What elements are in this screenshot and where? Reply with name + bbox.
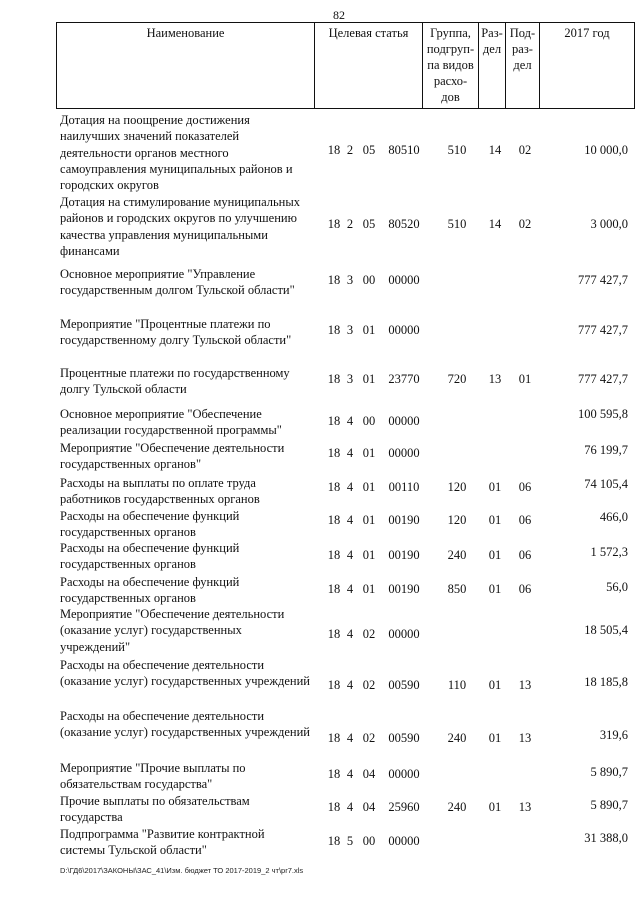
row-name: Расходы на обеспечение функций государственных органов [60,575,240,606]
code-event: 01 [362,372,376,386]
code-subprogram: 4 [346,582,354,596]
code-event: 04 [362,800,376,814]
section-code: 01 [488,480,502,494]
amount: 76 199,7 [584,443,628,457]
code-subprogram: 3 [346,273,354,287]
code-program: 18 [327,372,341,386]
code-subprogram: 4 [346,731,354,745]
code-subprogram: 2 [346,217,354,231]
code-program: 18 [327,323,341,337]
row-name: Прочие выплаты по обязательствам государства [60,794,250,825]
code-program: 18 [327,143,341,157]
row-name: Расходы на обеспечение деятельности (оказание услуг) государственных учреждений [60,709,310,740]
code-direction: 80520 [388,217,420,231]
amount: 56,0 [606,580,628,594]
amount: 5 890,7 [590,798,628,812]
code-event: 04 [362,767,376,781]
row-name: Мероприятие "Процентные платежи по государственному долгу Тульской области" [60,317,292,348]
code-direction: 00000 [388,834,420,848]
file-path-footer: D:\ГД6\2017\ЗАКОНЫ\ЗАС_41\Изм. бюджет ТО 2017-2019_2 чт\pr7.xls [60,866,304,875]
code-event: 02 [362,678,376,692]
amount: 5 890,7 [590,765,628,779]
subsection-code: 06 [518,513,532,527]
amount: 319,6 [599,728,628,742]
row-name: Мероприятие "Обеспечение деятельности (оказание услуг) государственных учреждений" [60,607,285,654]
code-subprogram: 4 [346,513,354,527]
code-program: 18 [327,767,341,781]
subsection-code: 06 [518,582,532,596]
subsection-code: 13 [518,678,532,692]
group-code: 240 [447,800,467,814]
amount: 10 000,0 [584,143,628,157]
header-year: 2017 год [540,23,635,109]
code-subprogram: 4 [346,446,354,460]
group-code: 850 [447,582,467,596]
code-event: 01 [362,548,376,562]
group-code: 110 [447,678,467,692]
section-code: 01 [488,513,502,527]
code-event: 01 [362,323,376,337]
row-name: Процентные платежи по государственному долгу Тульской области [60,366,290,397]
code-direction: 00590 [388,678,420,692]
code-direction: 00190 [388,513,420,527]
code-program: 18 [327,217,341,231]
code-event: 02 [362,627,376,641]
row-name: Расходы на обеспечение функций государственных органов [60,509,240,540]
code-event: 01 [362,582,376,596]
code-program: 18 [327,678,341,692]
group-code: 510 [447,143,467,157]
subsection-code: 02 [518,217,532,231]
header-group: Группа, подгруп- па видов расхо- дов [423,23,479,109]
code-direction: 25960 [388,800,420,814]
code-subprogram: 4 [346,627,354,641]
group-code: 120 [447,480,467,494]
section-code: 14 [488,217,502,231]
subsection-code: 02 [518,143,532,157]
code-subprogram: 4 [346,767,354,781]
section-code: 01 [488,731,502,745]
code-direction: 00000 [388,323,420,337]
code-program: 18 [327,446,341,460]
code-subprogram: 4 [346,548,354,562]
row-name: Расходы на выплаты по оплате труда работников государственных органов [60,476,260,507]
code-subprogram: 4 [346,678,354,692]
code-direction: 00000 [388,627,420,641]
group-code: 120 [447,513,467,527]
group-code: 240 [447,731,467,745]
amount: 1 572,3 [590,545,628,559]
header-subsection: Под- раз- дел [506,23,540,109]
row-name: Расходы на обеспечение функций государственных органов [60,541,240,572]
row-name: Мероприятие "Прочие выплаты по обязательствам государства" [60,761,246,792]
code-event: 05 [362,217,376,231]
code-subprogram: 4 [346,414,354,428]
code-program: 18 [327,480,341,494]
row-name: Подпрограмма "Развитие контрактной системы Тульской области" [60,827,265,858]
subsection-code: 13 [518,731,532,745]
code-subprogram: 2 [346,143,354,157]
section-code: 01 [488,800,502,814]
row-name: Мероприятие "Обеспечение деятельности государственных органов" [60,441,285,472]
code-subprogram: 5 [346,834,354,848]
section-code: 01 [488,548,502,562]
subsection-code: 06 [518,548,532,562]
code-event: 00 [362,834,376,848]
page-number: 82 [333,8,345,22]
code-program: 18 [327,414,341,428]
subsection-code: 13 [518,800,532,814]
amount: 18 505,4 [584,623,628,637]
subsection-code: 06 [518,480,532,494]
code-event: 01 [362,446,376,460]
code-program: 18 [327,800,341,814]
amount: 31 388,0 [584,831,628,845]
code-direction: 00000 [388,273,420,287]
code-program: 18 [327,513,341,527]
amount: 777 427,7 [578,372,628,386]
code-direction: 00590 [388,731,420,745]
row-name: Расходы на обеспечение деятельности (оказание услуг) государственных учреждений [60,658,310,689]
code-subprogram: 3 [346,372,354,386]
code-event: 01 [362,513,376,527]
group-code: 510 [447,217,467,231]
header-name: Наименование [57,23,315,109]
code-subprogram: 3 [346,323,354,337]
section-code: 01 [488,678,502,692]
subsection-code: 01 [518,372,532,386]
code-program: 18 [327,273,341,287]
table-header [56,22,635,109]
code-program: 18 [327,582,341,596]
group-code: 720 [447,372,467,386]
row-name: Основное мероприятие "Управление государственным долгом Тульской области" [60,267,295,298]
amount: 777 427,7 [578,323,628,337]
amount: 74 105,4 [584,477,628,491]
code-event: 00 [362,414,376,428]
code-program: 18 [327,627,341,641]
section-code: 01 [488,582,502,596]
code-subprogram: 4 [346,800,354,814]
code-subprogram: 4 [346,480,354,494]
code-direction: 00000 [388,767,420,781]
code-direction: 00000 [388,446,420,460]
code-direction: 00190 [388,582,420,596]
header-target-article: Целевая статья [315,23,423,109]
group-code: 240 [447,548,467,562]
code-direction: 00110 [388,480,420,494]
amount: 3 000,0 [590,217,628,231]
code-direction: 80510 [388,143,420,157]
code-program: 18 [327,548,341,562]
code-direction: 00190 [388,548,420,562]
code-program: 18 [327,834,341,848]
header-section: Раз- дел [479,23,506,109]
row-name: Основное мероприятие "Обеспечение реализации государственной программы" [60,407,282,438]
section-code: 13 [488,372,502,386]
code-event: 00 [362,273,376,287]
code-direction: 00000 [388,414,420,428]
code-direction: 23770 [388,372,420,386]
amount: 777 427,7 [578,273,628,287]
code-event: 01 [362,480,376,494]
code-program: 18 [327,731,341,745]
row-name: Дотация на стимулирование муниципальных районов и городских округов по улучшению качества управления муниципальными финансами [60,195,301,258]
amount: 466,0 [599,510,628,524]
section-code: 14 [488,143,502,157]
code-event: 02 [362,731,376,745]
amount: 18 185,8 [584,675,628,689]
row-name: Дотация на поощрение достижения наилучших значений показателей деятельности органов местного самоуправления муниципальных районов и городских округов [60,113,293,193]
amount: 100 595,8 [578,407,628,421]
code-event: 05 [362,143,376,157]
